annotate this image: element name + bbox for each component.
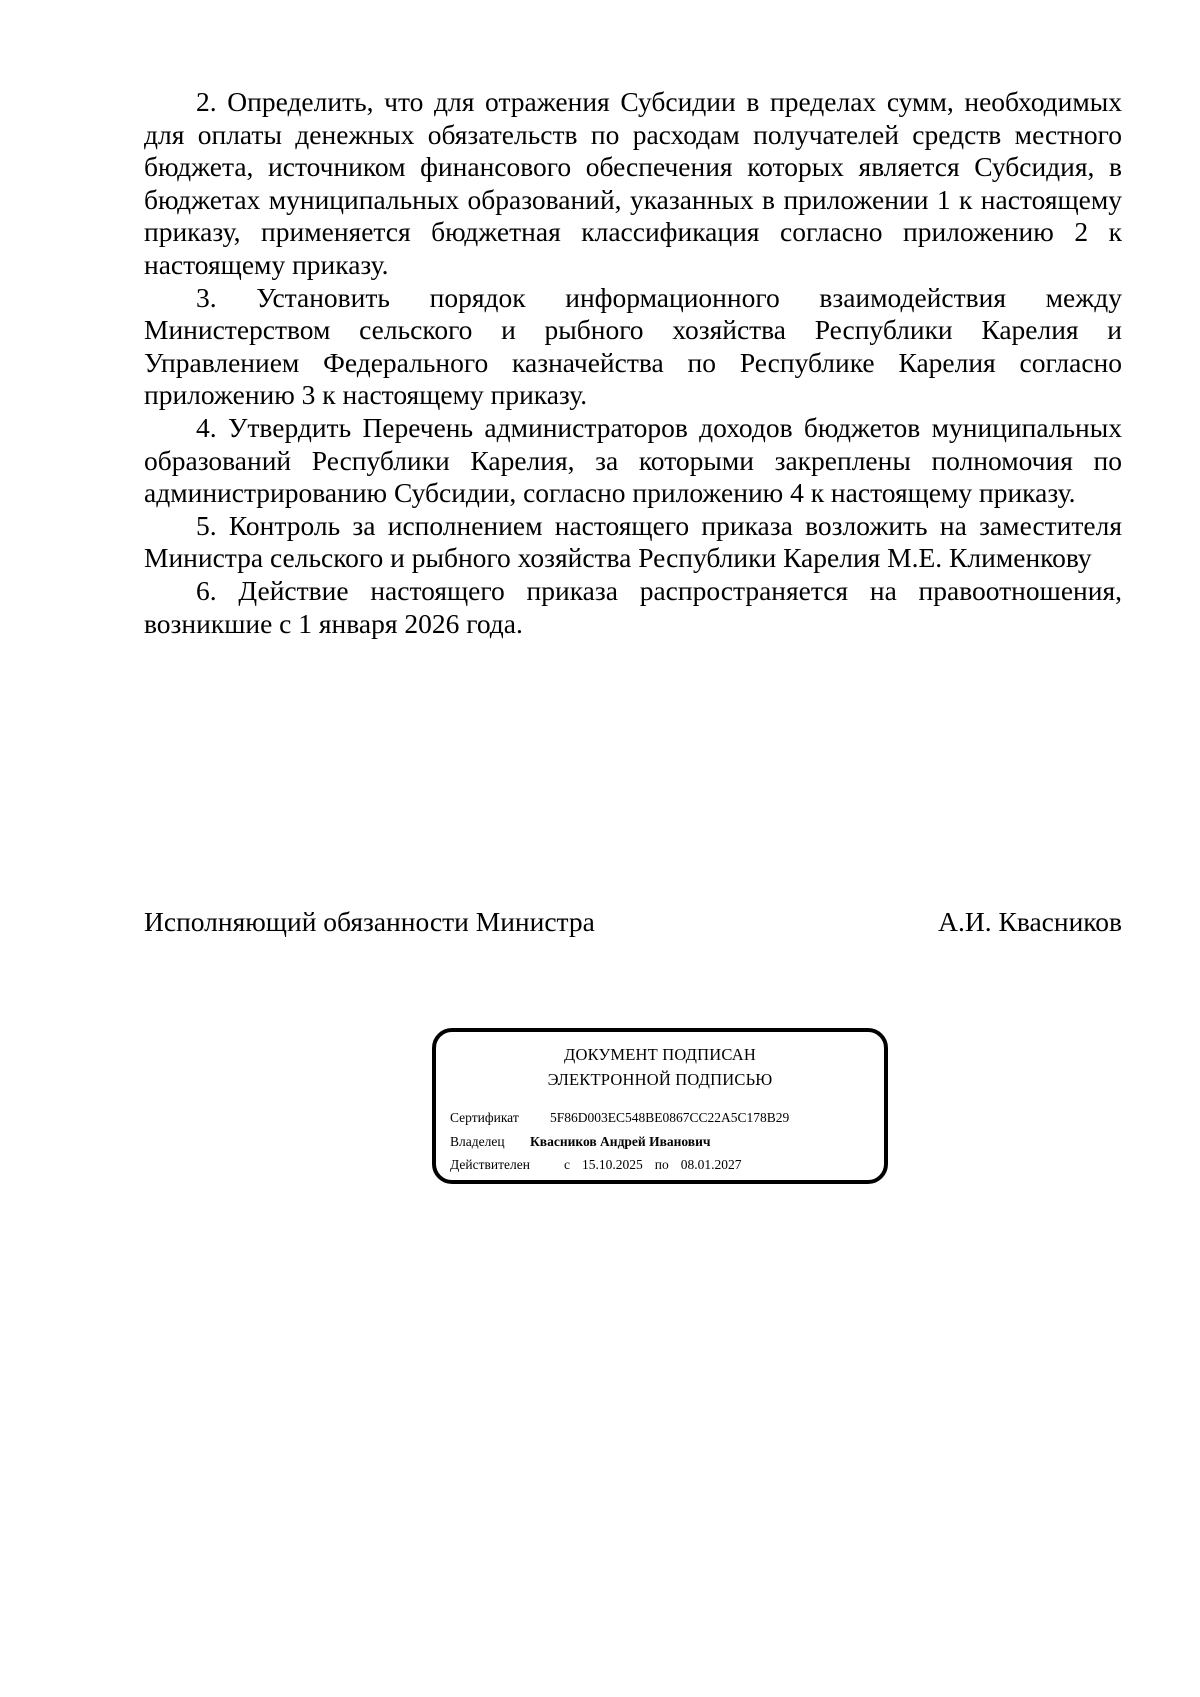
stamp-validity-row [450, 1156, 741, 1174]
paragraph-6: 6. Действие настоящего приказа распространяется на правоотношения, возникшие с 1 января 2026 года. [144, 574, 1122, 639]
electronic-signature-stamp [432, 1028, 888, 1184]
stamp-title [436, 1042, 884, 1092]
certificate-label: Сертификат [450, 1110, 519, 1125]
signatory-name: А.И. Квасников [938, 906, 1122, 937]
paragraph-3: 3. Установить порядок информационного взаимодействия между Министерством сельского и рыбного хозяйства Республики Карелия и Управлением Федерального казначейства по Республике Карелия согласно приложению 3 к настоящему приказу. [144, 281, 1122, 411]
paragraph-5: 5. Контроль за исполнением настоящего приказа возложить на заместителя Министра сельского и рыбного хозяйства Республики Карелия М.Е. Клименкову [144, 509, 1122, 574]
valid-to-prefix: по [654, 1157, 669, 1172]
valid-to-date: 08.01.2027 [680, 1157, 742, 1172]
validity-label: Действителен [450, 1157, 530, 1172]
certificate-value: 5F86D003EC548BE0867CC22A5C178B29 [550, 1110, 790, 1125]
stamp-owner-row [450, 1133, 710, 1151]
signatory-position: Исполняющий обязанности Министра [144, 906, 595, 937]
valid-from-date: 15.10.2025 [582, 1157, 643, 1172]
paragraph-2: 2. Определить, что для отражения Субсидии в пределах сумм, необходимых для оплаты денежных обязательств по расходам получателей средств местного бюджета, источником финансового обеспечения которых является Субсидия, в бюджетах муниципальных образований, указанных в приложении 1 к настоящему приказу, применяется бюджетная классификация согласно приложению 2 к настоящему приказу. [144, 86, 1122, 280]
stamp-title-line-1: ДОКУМЕНТ ПОДПИСАН [564, 1045, 756, 1064]
valid-from-prefix: с [564, 1157, 570, 1172]
stamp-certificate-row [450, 1109, 789, 1127]
owner-label: Владелец [450, 1134, 505, 1149]
signature-block [144, 906, 1122, 938]
owner-value: Квасников Андрей Иванович [530, 1134, 711, 1149]
document-body [144, 86, 1122, 640]
stamp-title-line-2: ЭЛЕКТРОННОЙ ПОДПИСЬЮ [547, 1070, 773, 1089]
paragraph-4: 4. Утвердить Перечень администраторов доходов бюджетов муниципальных образований Республики Карелия, за которыми закреплены полномочия по администрированию Субсидии, согласно приложению 4 к настоящему приказу. [144, 411, 1122, 509]
